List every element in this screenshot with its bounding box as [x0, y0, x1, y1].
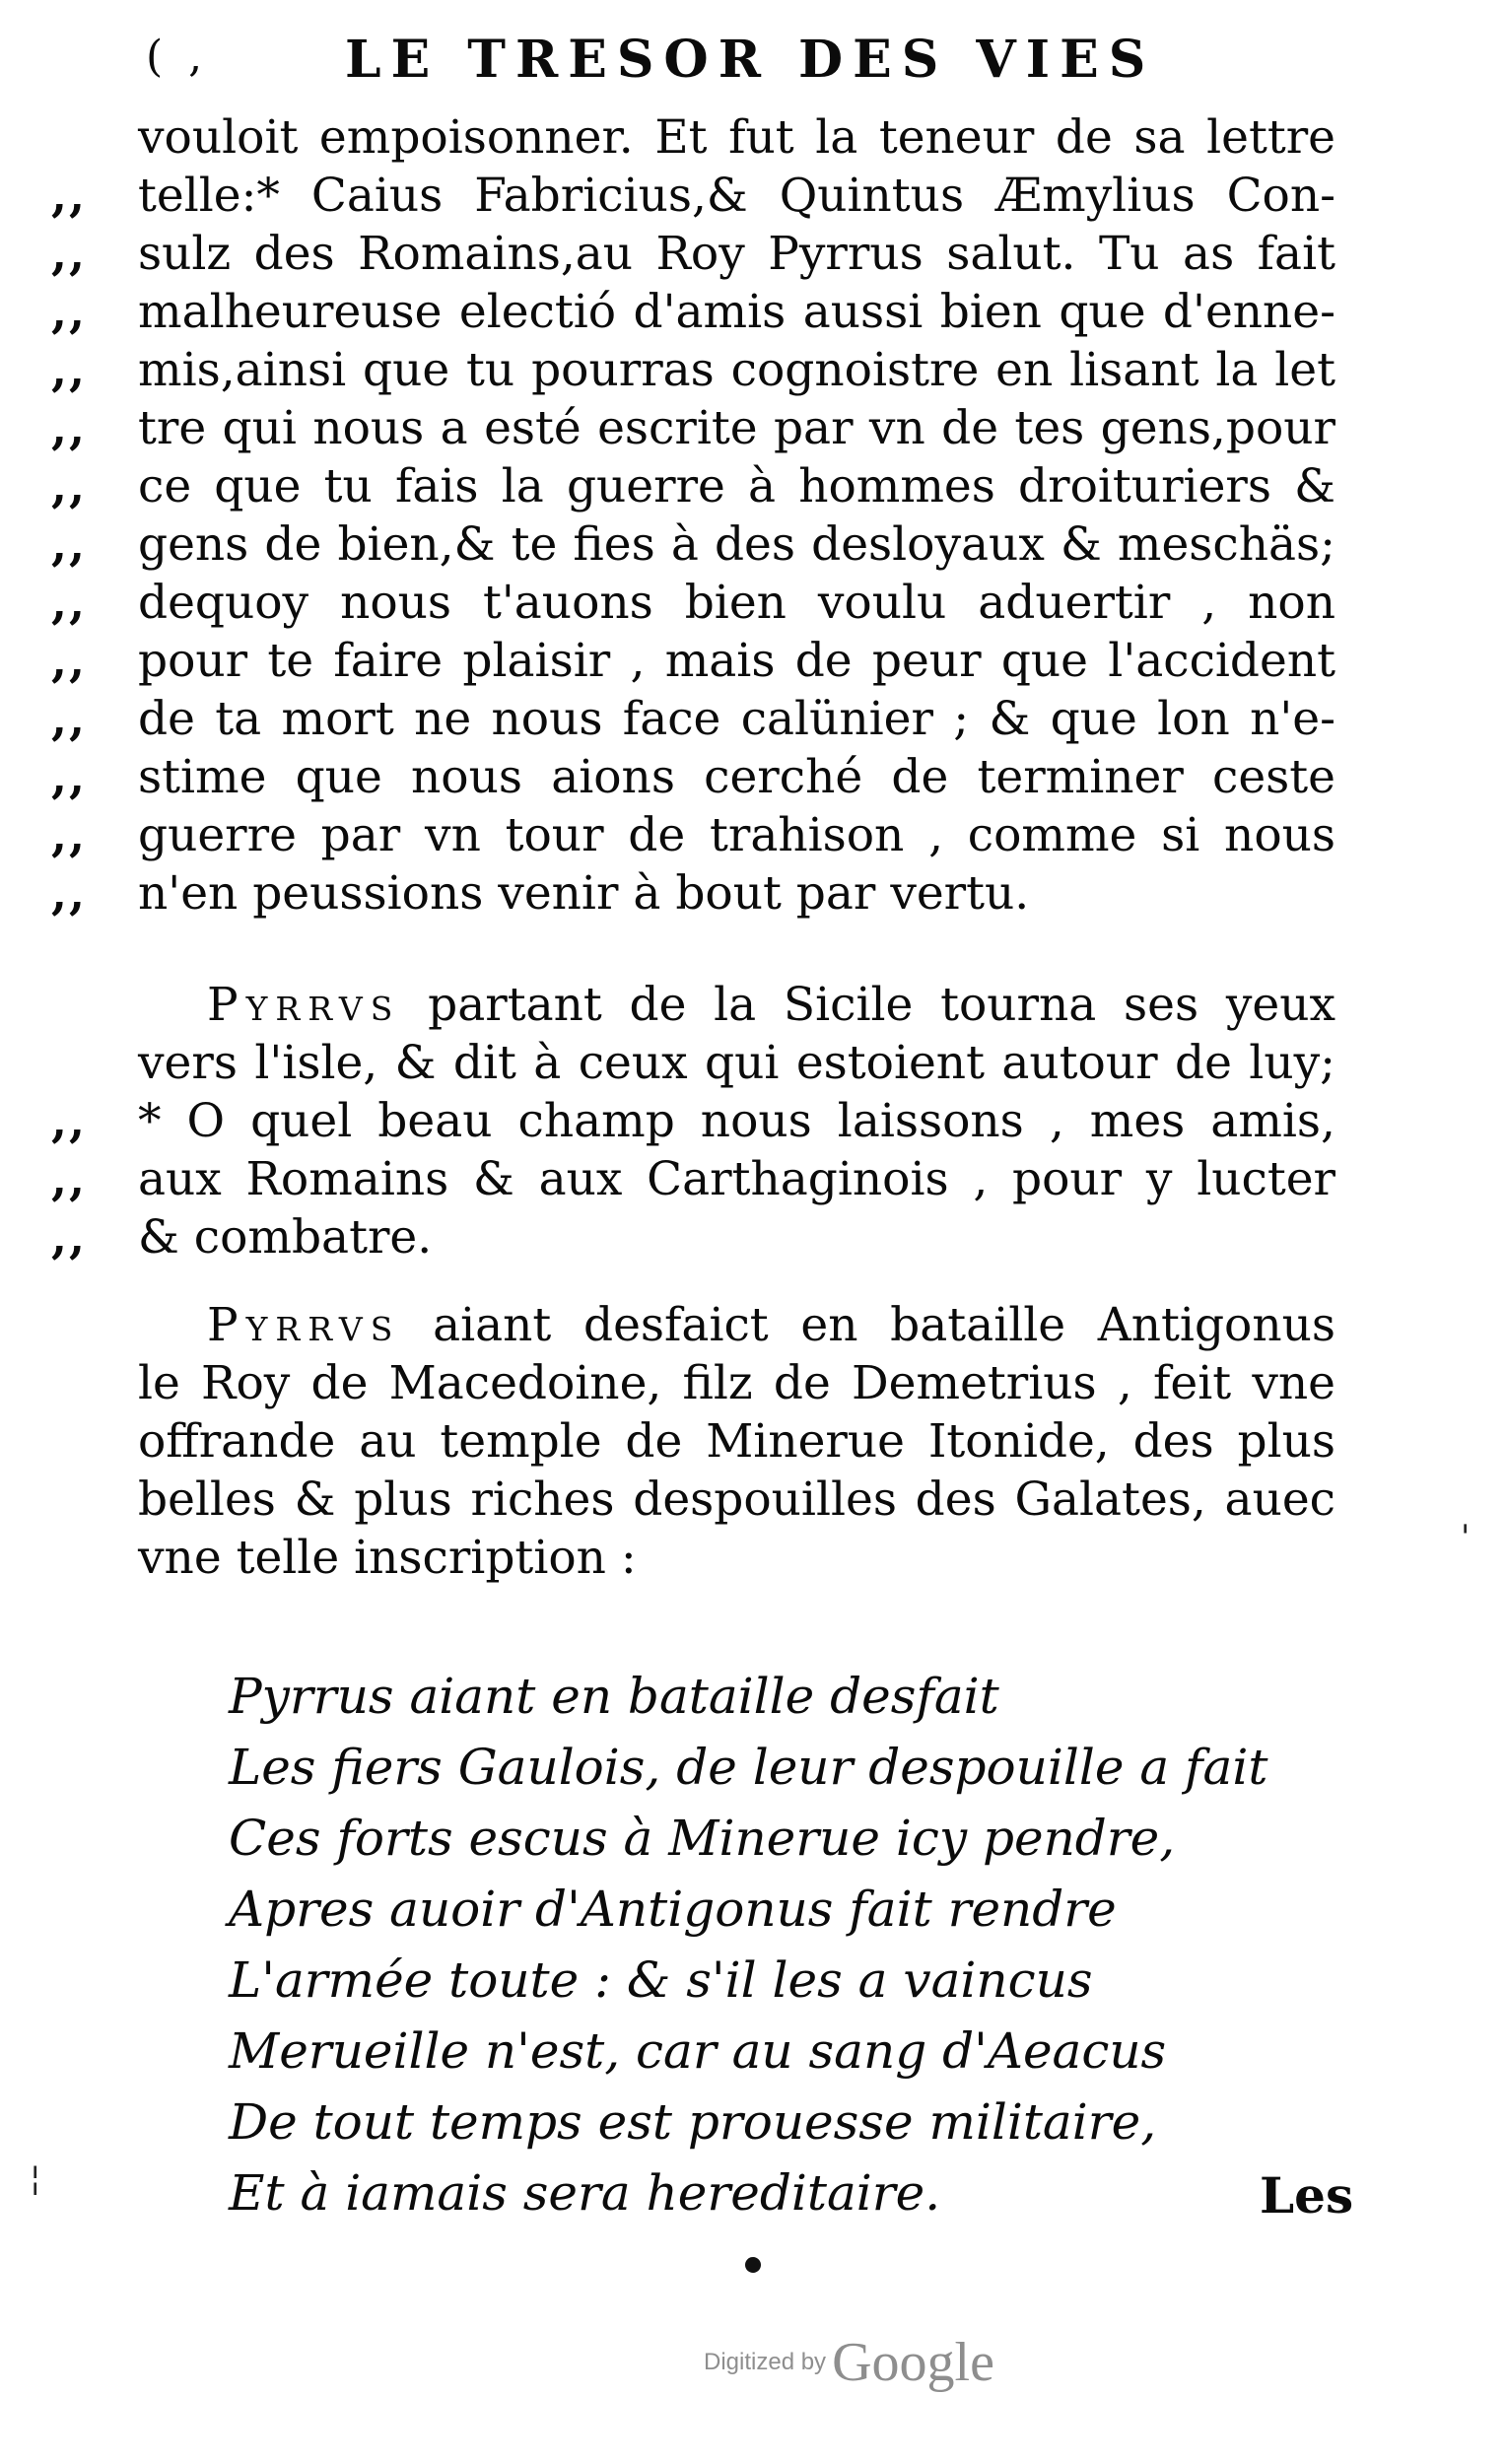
quote-mark: ,,: [51, 1152, 88, 1205]
margin-speck: ¦: [30, 2158, 41, 2198]
quote-mark: ,,: [51, 634, 88, 687]
text-line: [0, 1529, 1506, 1587]
text-line: [0, 283, 1506, 341]
quote-mark: ,,: [51, 343, 88, 396]
verse-line: [0, 1874, 1506, 1945]
digitized-watermark: [704, 2331, 994, 2394]
line-text: * O quel beau champ nous laissons , mes amis,: [138, 1094, 1335, 1148]
line-text: guerre par vn tour de trahison , comme si nous: [138, 808, 1335, 862]
quote-mark: ,,: [51, 1210, 88, 1264]
text-line: [0, 1150, 1506, 1208]
verse-text: De tout temps est prouesse militaire,: [229, 2093, 1157, 2151]
text-line: [0, 341, 1506, 399]
verse-line: [0, 1803, 1506, 1874]
verse-line: [0, 2087, 1506, 2157]
name-smallcaps: Pyrrvs: [207, 978, 401, 1032]
line-text: mis,ainsi que tu pourras cognoistre en lisant la let: [138, 343, 1335, 397]
quote-mark: ,,: [51, 401, 88, 454]
line-text: telle:* Caius Fabricius,& Quintus Æmylius Con-: [138, 169, 1335, 223]
text-line: [0, 864, 1506, 923]
line-text: belles & plus riches despouilles des Galates, auec: [138, 1472, 1335, 1527]
text-line: [0, 748, 1506, 806]
text-line: [0, 225, 1506, 283]
page-number: ( ,: [146, 32, 209, 82]
verse-line: [0, 1661, 1506, 1732]
line-text: ce que tu fais la guerre à hommes droituriers &: [138, 459, 1335, 513]
name-smallcaps: Pyrrvs: [207, 1298, 401, 1352]
quote-mark: ,,: [51, 169, 88, 222]
watermark-prefix: Digitized by: [704, 2349, 827, 2375]
running-title: LE TRESOR DES VIES: [345, 30, 1156, 90]
google-logo: Google: [832, 2332, 994, 2393]
quote-mark: ,,: [51, 459, 88, 513]
line-text: n'en peussions venir à bout par vertu.: [138, 866, 1030, 921]
verse-inscription: [0, 1661, 1506, 2228]
passage-offering: [0, 1296, 1506, 1587]
verse-line: [0, 2016, 1506, 2087]
text-line: [0, 806, 1506, 864]
ornament-dot: [745, 2257, 761, 2273]
text-line: [0, 1092, 1506, 1150]
text-line: [0, 1208, 1506, 1266]
line-text: [207, 976, 1335, 1034]
text-line: [0, 167, 1506, 225]
quote-mark: ,,: [51, 285, 88, 338]
verse-text: L'armée toute : & s'il les a vaincus: [229, 1951, 1093, 2009]
text-line: [0, 108, 1506, 167]
text-line: [0, 632, 1506, 690]
quote-mark: ,,: [51, 866, 88, 920]
line-text: sulz des Romains,au Roy Pyrrus salut. Tu as fait: [138, 227, 1335, 281]
line-text: le Roy de Macedoine, filz de Demetrius , feit vne: [138, 1356, 1335, 1410]
passage-letter: [0, 108, 1506, 923]
quote-mark: ,,: [51, 227, 88, 280]
quote-mark: ,,: [51, 692, 88, 745]
text-line: [0, 399, 1506, 457]
line-text: gens de bien,& te fies à des desloyaux & meschäs;: [138, 517, 1335, 572]
text-line: [0, 574, 1506, 632]
line-text: aux Romains & aux Carthaginois , pour y lucter: [138, 1152, 1335, 1206]
text-line: [0, 457, 1506, 515]
line-text: stime que nous aions cerché de terminer ceste: [138, 750, 1335, 804]
quote-mark: ,,: [51, 750, 88, 803]
text-line: [0, 1296, 1506, 1354]
text-line: [0, 1471, 1506, 1529]
line-text: [207, 1296, 1335, 1354]
line-text: dequoy nous t'auons bien voulu aduertir , non: [138, 576, 1335, 630]
verse-line: [0, 1945, 1506, 2016]
line-text: pour te faire plaisir , mais de peur que l'accident: [138, 634, 1335, 688]
verse-text: Et à iamais sera hereditaire.: [229, 2164, 941, 2222]
verse-text: Les fiers Gaulois, de leur despouille a fait: [229, 1739, 1268, 1796]
quote-mark: ,,: [51, 808, 88, 861]
quote-mark: ,,: [51, 576, 88, 629]
first-line-rest: partant de la Sicile tourna ses yeux: [428, 978, 1335, 1032]
passage-sicily: [0, 976, 1506, 1266]
quote-mark: ,,: [51, 1094, 88, 1147]
verse-text: Merueille n'est, car au sang d'Aeacus: [229, 2022, 1167, 2080]
verse-text: Apres auoir d'Antigonus fait rendre: [229, 1881, 1117, 1938]
text-line: [0, 1034, 1506, 1092]
margin-speck: ': [1461, 1518, 1471, 1557]
text-line: [0, 690, 1506, 748]
catchword: Les: [1260, 2166, 1354, 2224]
verse-text: Ces forts escus à Minerue icy pendre,: [229, 1810, 1176, 1867]
text-line: [0, 1412, 1506, 1471]
quote-mark: ,,: [51, 517, 88, 571]
first-line-rest: aiant desfaict en bataille Antigonus: [433, 1298, 1335, 1352]
line-text: & combatre.: [138, 1210, 433, 1265]
line-text: malheureuse electió d'amis aussi bien que d'enne-: [138, 285, 1335, 339]
text-line: [0, 1354, 1506, 1412]
text-line: [0, 976, 1506, 1034]
line-text: de ta mort ne nous face calünier ; & que lon n'e-: [138, 692, 1335, 746]
line-text: vne telle inscription :: [138, 1531, 637, 1585]
line-text: offrande au temple de Minerue Itonide, des plus: [138, 1414, 1335, 1469]
line-text: tre qui nous a esté escrite par vn de tes gens,pour: [138, 401, 1335, 455]
line-text: vouloit empoisonner. Et fut la teneur de sa lettre: [138, 110, 1335, 165]
verse-line: [0, 1732, 1506, 1803]
verse-text: Pyrrus aiant en bataille desfait: [229, 1668, 999, 1725]
page-header: [0, 22, 1506, 91]
line-text: vers l'isle, & dit à ceux qui estoient autour de luy;: [138, 1036, 1335, 1090]
text-line: [0, 515, 1506, 574]
